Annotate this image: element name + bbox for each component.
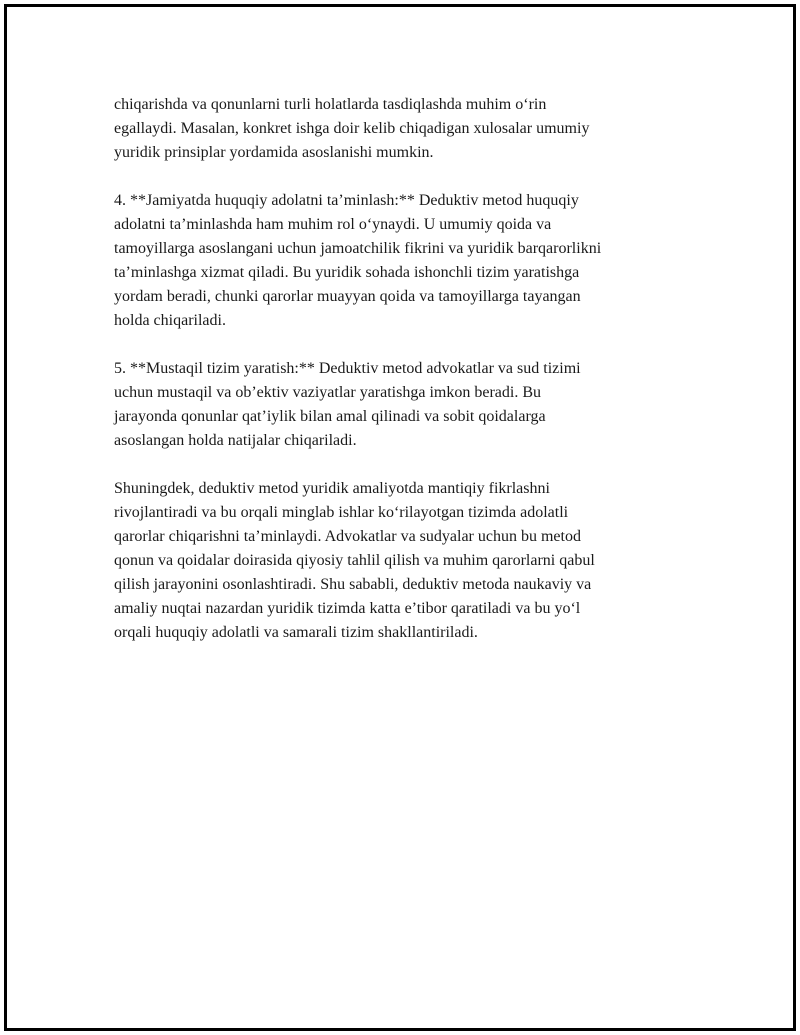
text-line: orqali huquqiy adolatli va samarali tizim shakllantiriladi. [114,624,478,641]
paragraph-continuation [114,93,694,165]
text-line: egallaydi. Masalan, konkret ishga doir kelib chiqadigan xulosalar umumiy [114,120,590,137]
text-line: rivojlantiradi va bu orqali minglab ishlar ko‘rilayotgan tizimda adolatli [114,504,569,521]
text-line: uchun mustaqil va ob’ektiv vaziyatlar yaratishga imkon beradi. Bu [114,384,541,401]
paragraph-item-5 [114,357,694,453]
document-body [114,93,694,669]
text-line: amaliy nuqtai nazardan yuridik tizimda katta e’tibor qaratiladi va bu yo‘l [114,600,581,617]
text-line: Shuningdek, deduktiv metod yuridik amaliyotda mantiqiy fikrlashni [114,480,550,497]
text-line: qonun va qoidalar doirasida qiyosiy tahlil qilish va muhim qarorlarni qabul [114,552,595,569]
text-line: chiqarishda va qonunlarni turli holatlarda tasdiqlashda muhim o‘rin [114,96,547,113]
text-line: qarorlar chiqarishni ta’minlaydi. Advokatlar va sudyalar uchun bu metod [114,528,581,545]
text-line: qilish jarayonini osonlashtiradi. Shu sababli, deduktiv metoda naukaviy va [114,576,592,593]
text-line: holda chiqariladi. [114,312,226,329]
text-line: yordam beradi, chunki qarorlar muayyan qoida va tamoyillarga tayangan [114,288,581,305]
paragraph-item-4 [114,189,694,333]
text-line: jarayonda qonunlar qat’iylik bilan amal qilinadi va sobit qoidalarga [114,408,546,425]
paragraph-conclusion [114,477,694,645]
text-line: adolatni ta’minlashda ham muhim rol o‘ynaydi. U umumiy qoida va [114,216,552,233]
text-line: tamoyillarga asoslangani uchun jamoatchilik fikrini va yuridik barqarorlikni [114,240,602,257]
text-line: 4. **Jamiyatda huquqiy adolatni ta’minlash:** Deduktiv metod huquqiy [114,192,579,209]
text-line: ta’minlashga xizmat qiladi. Bu yuridik sohada ishonchli tizim yaratishga [114,264,580,281]
text-line: yuridik prinsiplar yordamida asoslanishi mumkin. [114,144,434,161]
text-line: 5. **Mustaqil tizim yaratish:** Deduktiv metod advokatlar va sud tizimi [114,360,581,377]
text-line: asoslangan holda natijalar chiqariladi. [114,432,357,449]
